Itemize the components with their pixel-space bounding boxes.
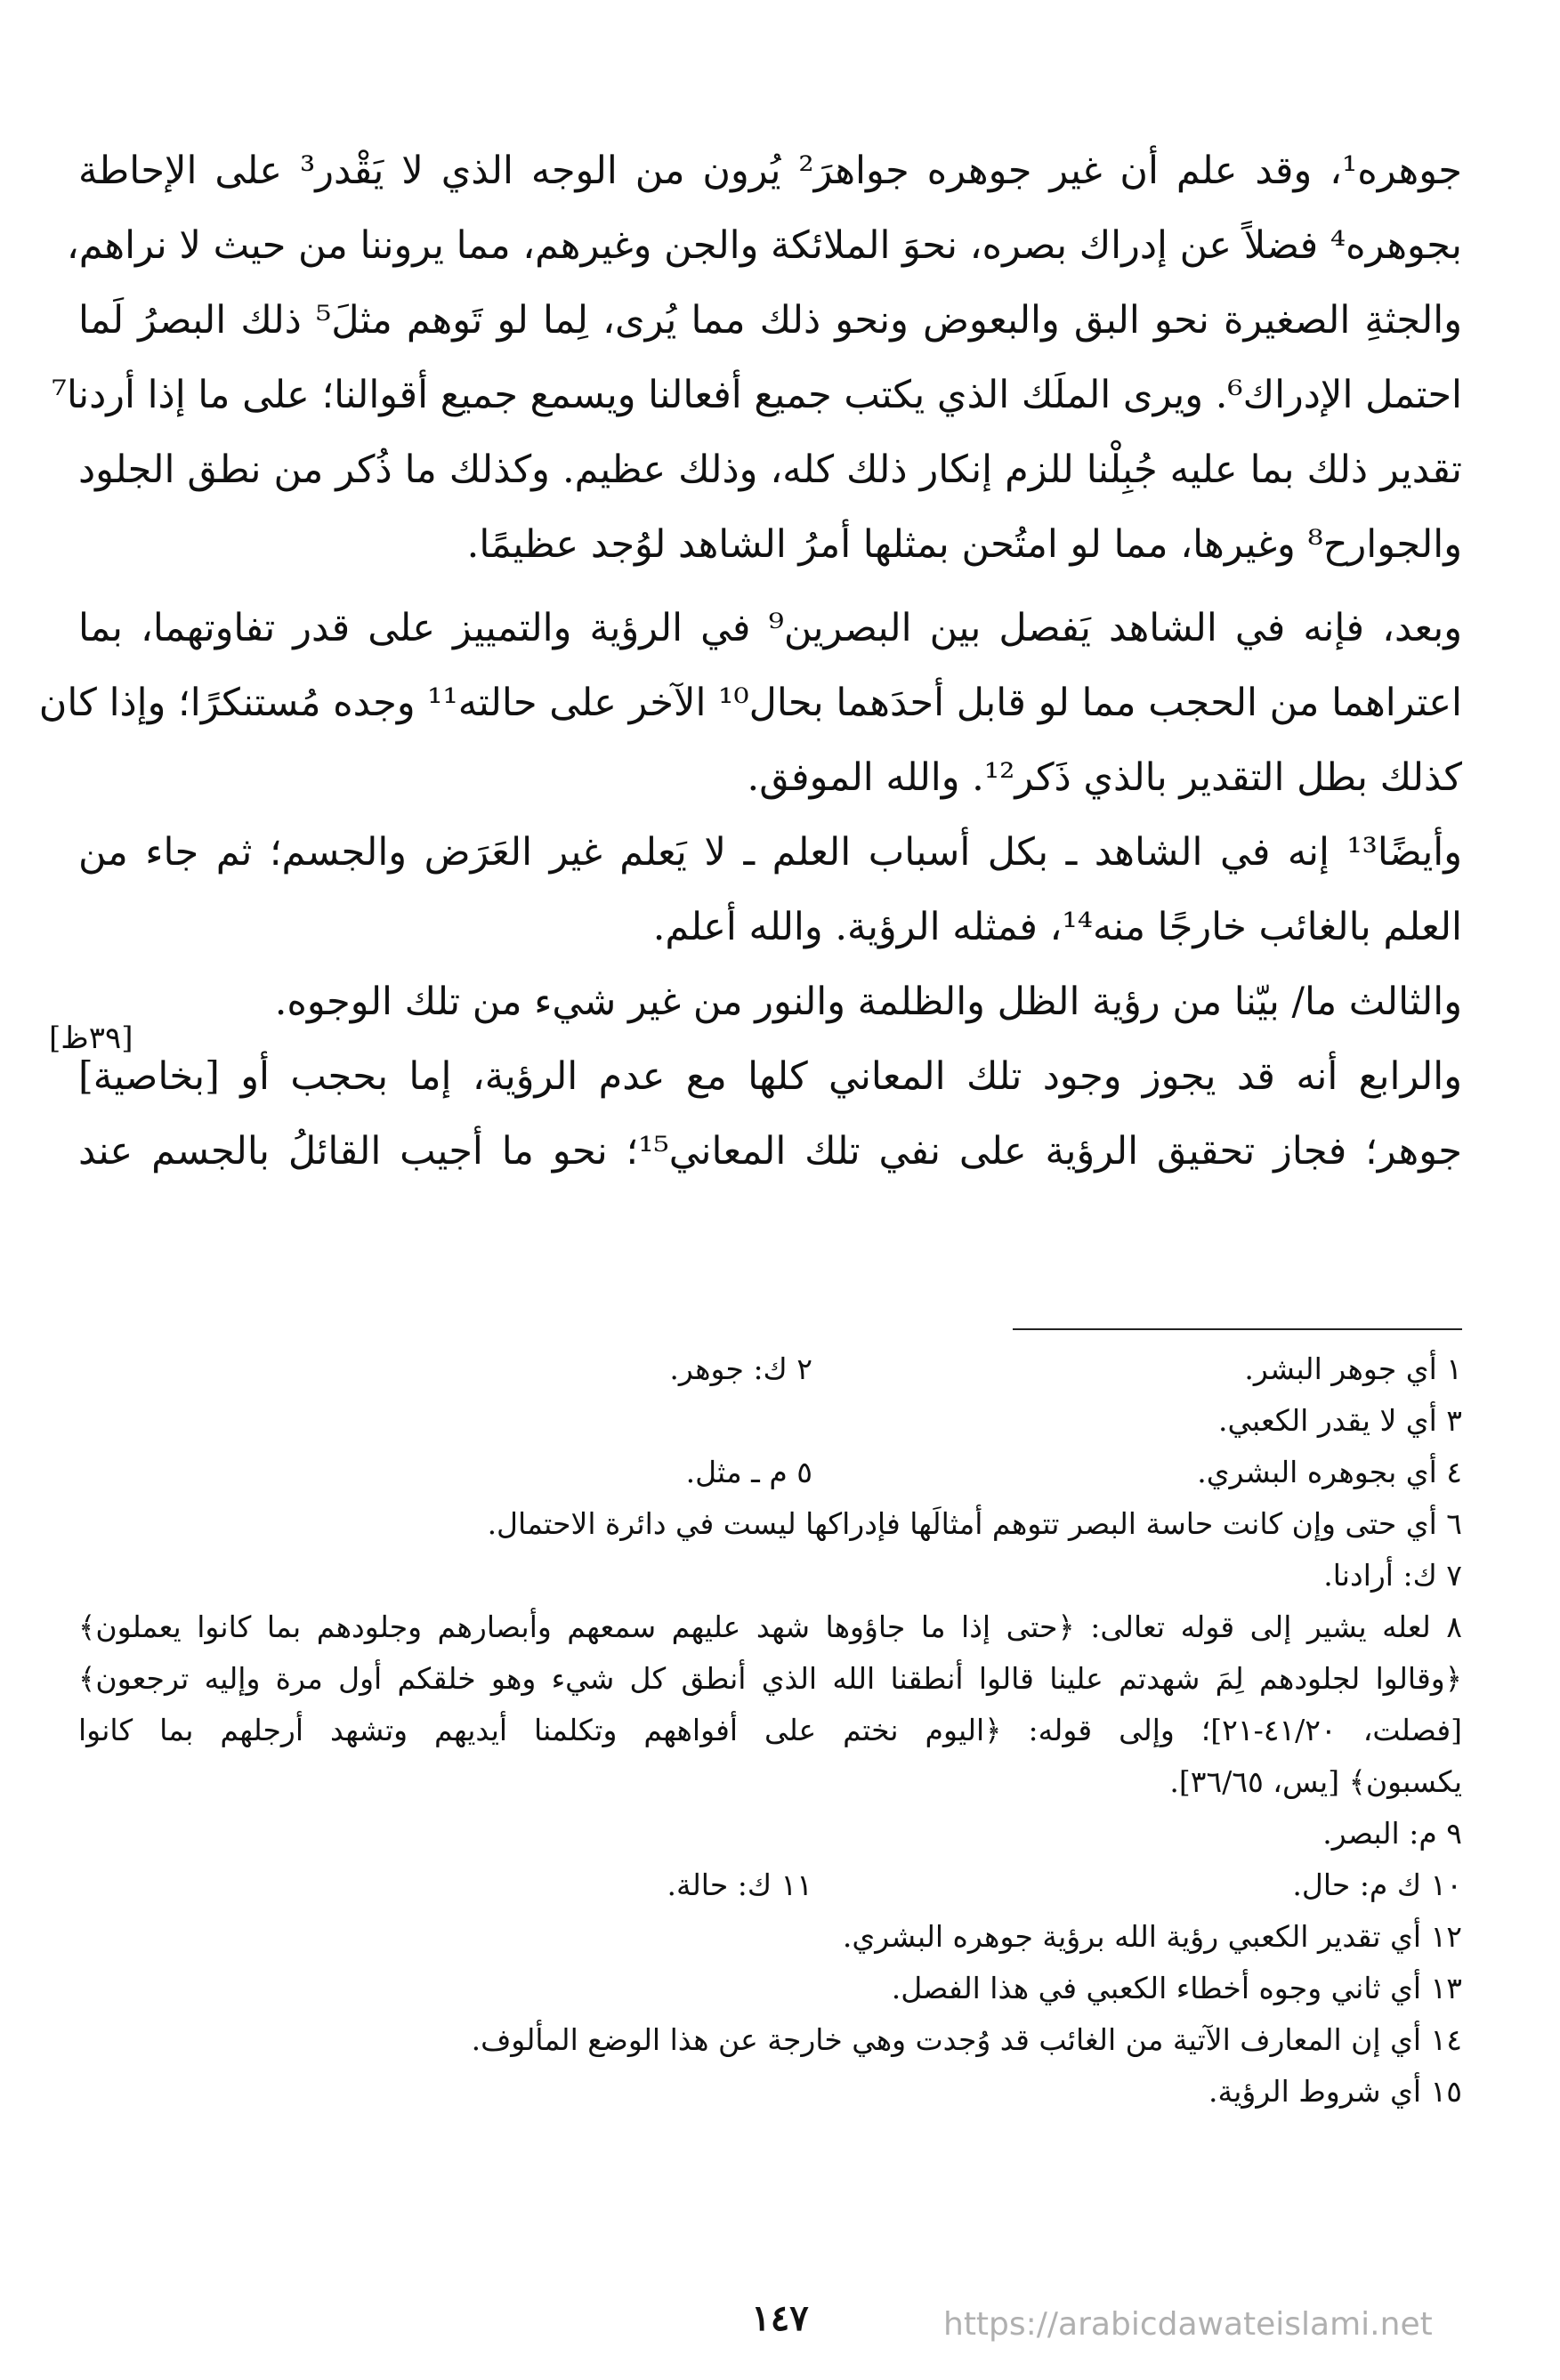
text-line: والثالث ما/ بيّنا من رؤية الظل والظلمة والنور من غير شيء من تلك الوجوه. (274, 980, 1462, 1024)
footnotes-block (78, 1343, 1462, 2118)
footnote-8-line: ﴿وقالوا لجلودهم لِمَ شهدتم علينا قالوا أنطقنا الله الذي أنطق كل شيء وهو خلقكم أول مرة وإليه ترجعون﴾ (78, 1661, 1462, 1696)
footnote-row (78, 1447, 1462, 1498)
footnote-2: ٢ ك: جوهر. (669, 1351, 812, 1386)
footnote-12: ١٢ أي تقدير الكعبي رؤية الله برؤية جوهره البشري. (842, 1919, 1462, 1954)
footnote-14: ١٤ أي إن المعارف الآتية من الغائب قد وُجدت وهي خارجة عن هذا الوضع المألوف. (471, 2022, 1462, 2057)
text-line: جوهره¹، وقد علم أن غير جوهره جواهرَ² يُرون من الوجه الذي لا يَقْدر³ على الإحاطة (78, 149, 1462, 193)
footnote-9: ٩ م: البصر. (1322, 1816, 1462, 1851)
text-line: العلم بالغائب خارجًا منه¹⁴، فمثله الرؤية. والله أعلم. (652, 905, 1462, 949)
page-number: ١٤٧ (751, 2297, 809, 2339)
watermark-url: https://arabicdawateislami.net (943, 2306, 1433, 2343)
footnote-row (78, 1395, 1462, 1447)
footnote-row (78, 1808, 1462, 1860)
text-line: وبعد، فإنه في الشاهد يَفصل بين البصرين⁹ في الرؤية والتمييز على قدر تفاوتهما، بما (78, 606, 1462, 650)
footnote-8-line: [فصلت، ٤١/٢٠-٢١]؛ وإلى قوله: ﴿اليوم نختم على أفواههم وتكلمنا أيديهم وتشهد أرجلهم بما كانوا (78, 1713, 1462, 1747)
text-line: والجوارح⁸ وغيرها، مما لو امتُحن بمثلها أمرُ الشاهد لوُجد عظيمًا. (466, 522, 1462, 567)
text-line: وأيضًا¹³ إنه في الشاهد ـ بكل أسباب العلم ـ لا يَعلم غير العَرَض والجسم؛ ثم جاء من (78, 830, 1462, 875)
manuscript-folio-reference: [٣٩ظ] (49, 1021, 133, 1056)
footnote-5: ٥ م ـ مثل. (685, 1455, 812, 1489)
text-line: والجثةِ الصغيرة نحو البق والبعوض ونحو ذلك مما يُرى، لِما لو تَوهم مثلَ⁵ ذلك البصرُ لَما (78, 298, 1462, 343)
main-text-block (38, 133, 1462, 1189)
text-line: احتمل الإدراك⁶. ويرى الملَك الذي يكتب جميع أفعالنا ويسمع جميع أقوالنا؛ على ما إذا أردنا⁷ (51, 373, 1462, 417)
footnote-6: ٦ أي حتى وإن كانت حاسة البصر تتوهم أمثالَها فإدراكها ليست في دائرة الاحتمال. (487, 1506, 1462, 1541)
footnote-row (78, 2066, 1462, 2118)
text-line: كذلك بطل التقدير بالذي ذَكر¹². والله الموفق. (747, 755, 1462, 800)
footnote-4: ٤ أي بجوهره البشري. (1197, 1455, 1462, 1489)
text-line: بجوهره⁴ فضلاً عن إدراك بصره، نحوَ الملائكة والجن وغيرهم، مما يروننا من حيث لا نراهم، (66, 223, 1462, 268)
footnote-1: ١ أي جوهر البشر. (1244, 1351, 1462, 1386)
footnote-row (78, 2014, 1462, 2066)
text-line: تقدير ذلك بما عليه جُبِلْنا للزم إنكار ذلك كله، وذلك عظيم. وكذلك ما ذُكر من نطق الجلود (78, 448, 1462, 492)
footnote-8-line: يكسبون﴾ [يس، ٣٦/٦٥]. (1169, 1764, 1462, 1799)
footnote-separator (1013, 1328, 1462, 1330)
footnote-7: ٧ ك: أرادنا. (1323, 1558, 1462, 1593)
footnote-row (78, 1498, 1462, 1550)
text-line: جوهر؛ فجاز تحقيق الرؤية على نفي تلك المعاني¹⁵؛ نحو ما أجيب القائلُ بالجسم عند (78, 1129, 1462, 1174)
footnote-10: ١٠ ك م: حال. (1292, 1868, 1462, 1902)
footnote-row (78, 1550, 1462, 1601)
footnote-13: ١٣ أي ثاني وجوه أخطاء الكعبي في هذا الفصل. (891, 1971, 1462, 2005)
footnote-row (78, 1860, 1462, 1911)
footnote-3: ٣ أي لا يقدر الكعبي. (1218, 1403, 1462, 1438)
text-line: والرابع أنه قد يجوز وجود تلك المعاني كلها مع عدم الرؤية، إما بحجب أو [بخاصية] (78, 1054, 1462, 1099)
footnote-row (78, 1343, 1462, 1395)
footnote-row (78, 1911, 1462, 1963)
footnote-8-line: ٨ لعله يشير إلى قوله تعالى: ﴿حتى إذا ما جاؤوها شهد عليهم سمعهم وأبصارهم وجلودهم بما كانوا يعملون﴾ (78, 1610, 1462, 1644)
footnote-15: ١٥ أي شروط الرؤية. (1208, 2074, 1462, 2109)
footnote-row (78, 1963, 1462, 2014)
footnote-11: ١١ ك: حالة. (667, 1868, 812, 1902)
text-line: اعتراهما من الحجب مما لو قابل أحدَهما بحال¹⁰ الآخر على حالته¹¹ وجده مُستنكرًا؛ وإذا كان (38, 681, 1462, 725)
